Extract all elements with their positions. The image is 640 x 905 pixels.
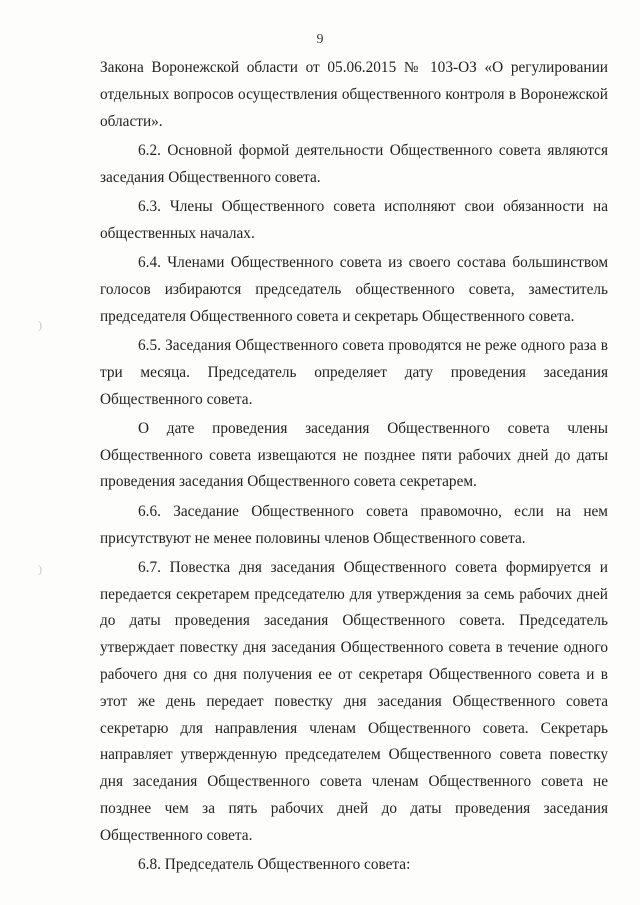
document-body	[100, 55, 608, 881]
paragraph-6-8: 6.8. Председатель Общественного совета:	[138, 856, 411, 874]
page-number: 9	[316, 32, 324, 47]
paragraph-6-4: 6.4. Членами Общественного совета из своего состава большинством голосов избираются председатель общественного совета, заместитель председателя Общественного совета и секретарь Общественного совета.	[100, 254, 608, 325]
paragraph-6-5-notice: О дате проведения заседания Общественного совета члены Общественного совета извещаются не позднее пяти рабочих дней до даты проведения заседания Общественного совета секретарем.	[100, 419, 608, 491]
paragraph-6-6: 6.6. Заседание Общественного совета правомочно, если на нем присутствуют не менее половины членов Общественного совета.	[100, 502, 608, 547]
scan-margin-mark: )	[38, 318, 42, 332]
paragraph-6-2: 6.2. Основной формой деятельности Общественного совета являются заседания Общественного совета.	[100, 141, 608, 186]
paragraph-6-3: 6.3. Члены Общественного совета исполняют свои обязанности на общественных началах.	[100, 197, 608, 242]
paragraph-6-5: 6.5. Заседания Общественного совета проводятся не реже одного раза в три месяца. Председатель определяет дату проведения заседания Общественного совета.	[100, 336, 608, 408]
scan-margin-mark: )	[38, 562, 42, 576]
paragraph-6-7: 6.7. Повестка дня заседания Общественного совета формируется и передается секретарем председателю для утверждения за семь рабочих дней до даты проведения заседания Общественного совета. Председатель утверждает повестку дня заседания Общественного совета в течение одного рабочего дня со дня получения ее от секретаря Общественного совета и в этот же день передает повестку дня заседания Общественного совета секретарю для направления членам Общественного совета. Секретарь направляет утвержденную председателем Общественного совета повестку дня заседания Общественного совета членам Общественного совета не позднее чем за пять рабочих дней до даты проведения заседания Общественного совета.	[100, 558, 608, 844]
paragraph-law-reference: Закона Воронежской области от 05.06.2015 № 103-ОЗ «О регулировании отдельных вопросов осуществления общественного контроля в Воронежской области».	[100, 59, 608, 130]
